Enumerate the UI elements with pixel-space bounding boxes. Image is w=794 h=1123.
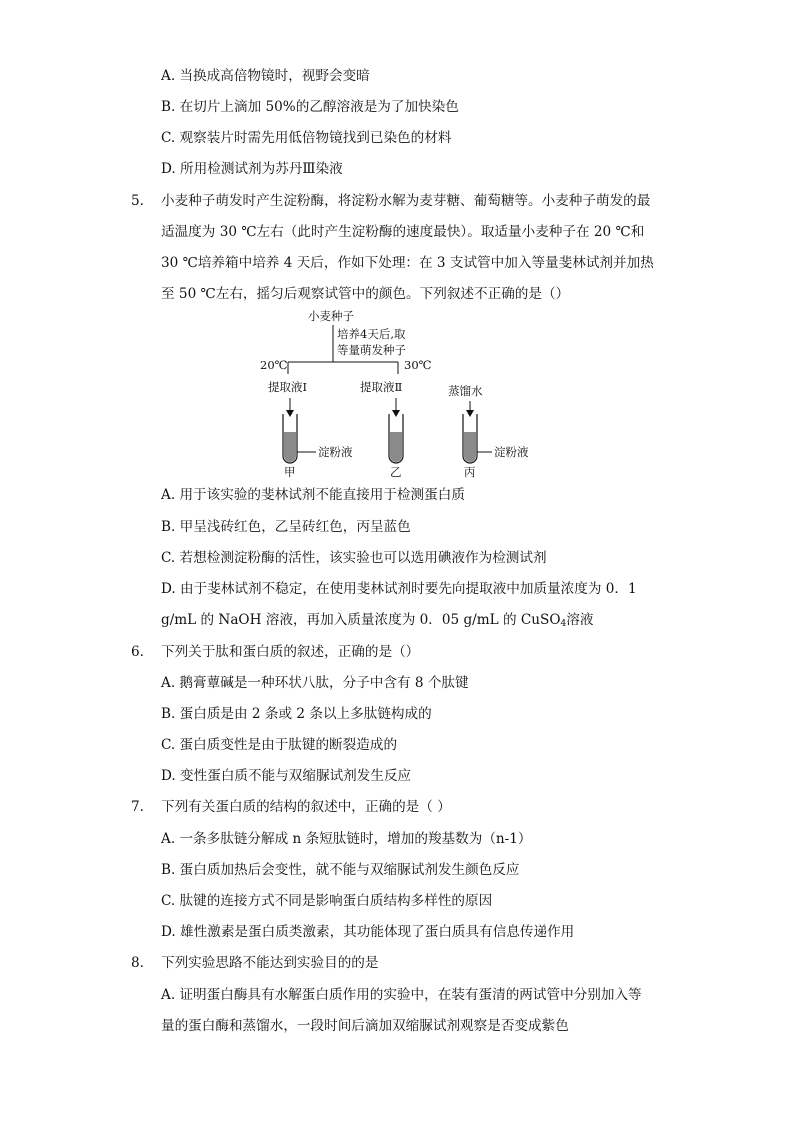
fig-temp-right: 30℃ <box>404 358 432 372</box>
q6-option-c: C. 蛋白质变性是由于肽键的断裂造成的 <box>161 737 398 753</box>
q6-number: 6. <box>131 644 144 660</box>
q5-stem-line-3: 30 ℃培养箱中培养 4 天后，作如下处理：在 3 支试管中加入等量斐林试剂并加热 <box>161 255 654 271</box>
q5-option-c: C. 若想检测淀粉酶的活性，该实验也可以选用碘液作为检测试剂 <box>161 550 547 566</box>
fig-temp-left: 20℃ <box>260 358 288 372</box>
fig-tube-label-bing: 丙 <box>464 465 476 479</box>
q7-option-b: B. 蛋白质加热后会变性，就不能与双缩脲试剂发生颜色反应 <box>161 862 520 878</box>
q5-option-a: A. 用于该实验的斐林试剂不能直接用于检测蛋白质 <box>161 487 465 503</box>
q6-stem: 下列关于肽和蛋白质的叙述，正确的是（） <box>161 644 420 660</box>
q5-stem-line-4: 至 50 ℃左右，摇匀后观察试管中的颜色。下列叙述不正确的是（） <box>161 286 570 302</box>
q4-option-c: C. 观察装片时需先用低倍物镜找到已染色的材料 <box>161 130 452 146</box>
q5-experiment-figure <box>240 306 550 482</box>
q8-stem: 下列实验思路不能达到实验目的的是 <box>161 955 379 971</box>
q8-number: 8. <box>131 955 144 971</box>
q5-option-d-line-2-post: 溶液 <box>566 612 594 628</box>
fig-water-label: 蒸馏水 <box>448 384 483 398</box>
fig-starch-label-2: 淀粉液 <box>494 445 529 459</box>
q5-option-d-subscript: 4 <box>560 619 567 629</box>
q4-option-b: B. 在切片上滴加 50%的乙醇溶液是为了加快染色 <box>161 99 459 115</box>
q6-option-b: B. 蛋白质是由 2 条或 2 条以上多肽链构成的 <box>161 706 432 722</box>
fig-extract-1: 提取液Ⅰ <box>268 380 308 394</box>
q7-stem: 下列有关蛋白质的结构的叙述中，正确的是（ ） <box>161 799 451 815</box>
q5-option-b: B. 甲呈浅砖红色，乙呈砖红色，丙呈蓝色 <box>161 519 411 535</box>
q6-option-a: A. 鹅膏蕈碱是一种环状八肽，分子中含有 8 个肽键 <box>161 675 469 691</box>
q5-number: 5. <box>131 193 144 209</box>
fig-tube-label-jia: 甲 <box>284 465 296 479</box>
q5-stem-line-2: 适温度为 30 ℃左右（此时产生淀粉酶的速度最快）。取适量小麦种子在 20 ℃和 <box>161 224 645 240</box>
q5-option-d-line-2 <box>161 611 593 629</box>
q8-option-a-line-2: 量的蛋白酶和蒸馏水，一段时间后滴加双缩脲试剂观察是否变成紫色 <box>161 1018 569 1034</box>
test-tube-bing <box>463 414 477 463</box>
fig-tube-label-yi: 乙 <box>390 465 402 479</box>
fig-seed-label: 小麦种子 <box>308 309 354 323</box>
q4-option-a: A. 当换成高倍物镜时，视野会变暗 <box>161 68 370 84</box>
q7-number: 7. <box>131 799 144 815</box>
q8-option-a-line-1: A. 证明蛋白酶具有水解蛋白质作用的实验中，在装有蛋清的两试管中分别加入等 <box>161 987 642 1003</box>
q5-option-d-line-2-pre: g/mL 的 NaOH 溶液，再加入质量浓度为 0．05 g/mL 的 CuSO <box>161 612 561 628</box>
q5-stem-line-1: 小麦种子萌发时产生淀粉酶，将淀粉水解为麦芽糖、葡萄糖等。小麦种子萌发的最 <box>161 193 651 209</box>
fig-extract-2: 提取液Ⅱ <box>360 380 403 394</box>
q5-option-d-line-1: D. 由于斐林试剂不稳定，在使用斐林试剂时要先向提取液中加质量浓度为 0．1 <box>161 581 637 597</box>
fig-starch-label-1: 淀粉液 <box>318 445 353 459</box>
q7-option-c: C. 肽键的连接方式不同是影响蛋白质结构多样性的原因 <box>161 893 493 909</box>
fig-step-line-1: 培养4天后,取 <box>337 327 406 341</box>
q7-option-a: A. 一条多肽链分解成 n 条短肽链时，增加的羧基数为（n-1） <box>161 831 532 847</box>
test-tube-yi <box>389 414 403 463</box>
q6-option-d: D. 变性蛋白质不能与双缩脲试剂发生反应 <box>161 768 412 784</box>
fig-step-line-2: 等量萌发种子 <box>337 343 406 357</box>
test-tube-jia <box>283 414 297 463</box>
q7-option-d: D. 雄性激素是蛋白质类激素，其功能体现了蛋白质具有信息传递作用 <box>161 924 575 940</box>
q4-option-d: D. 所用检测试剂为苏丹Ⅲ染液 <box>161 161 343 177</box>
